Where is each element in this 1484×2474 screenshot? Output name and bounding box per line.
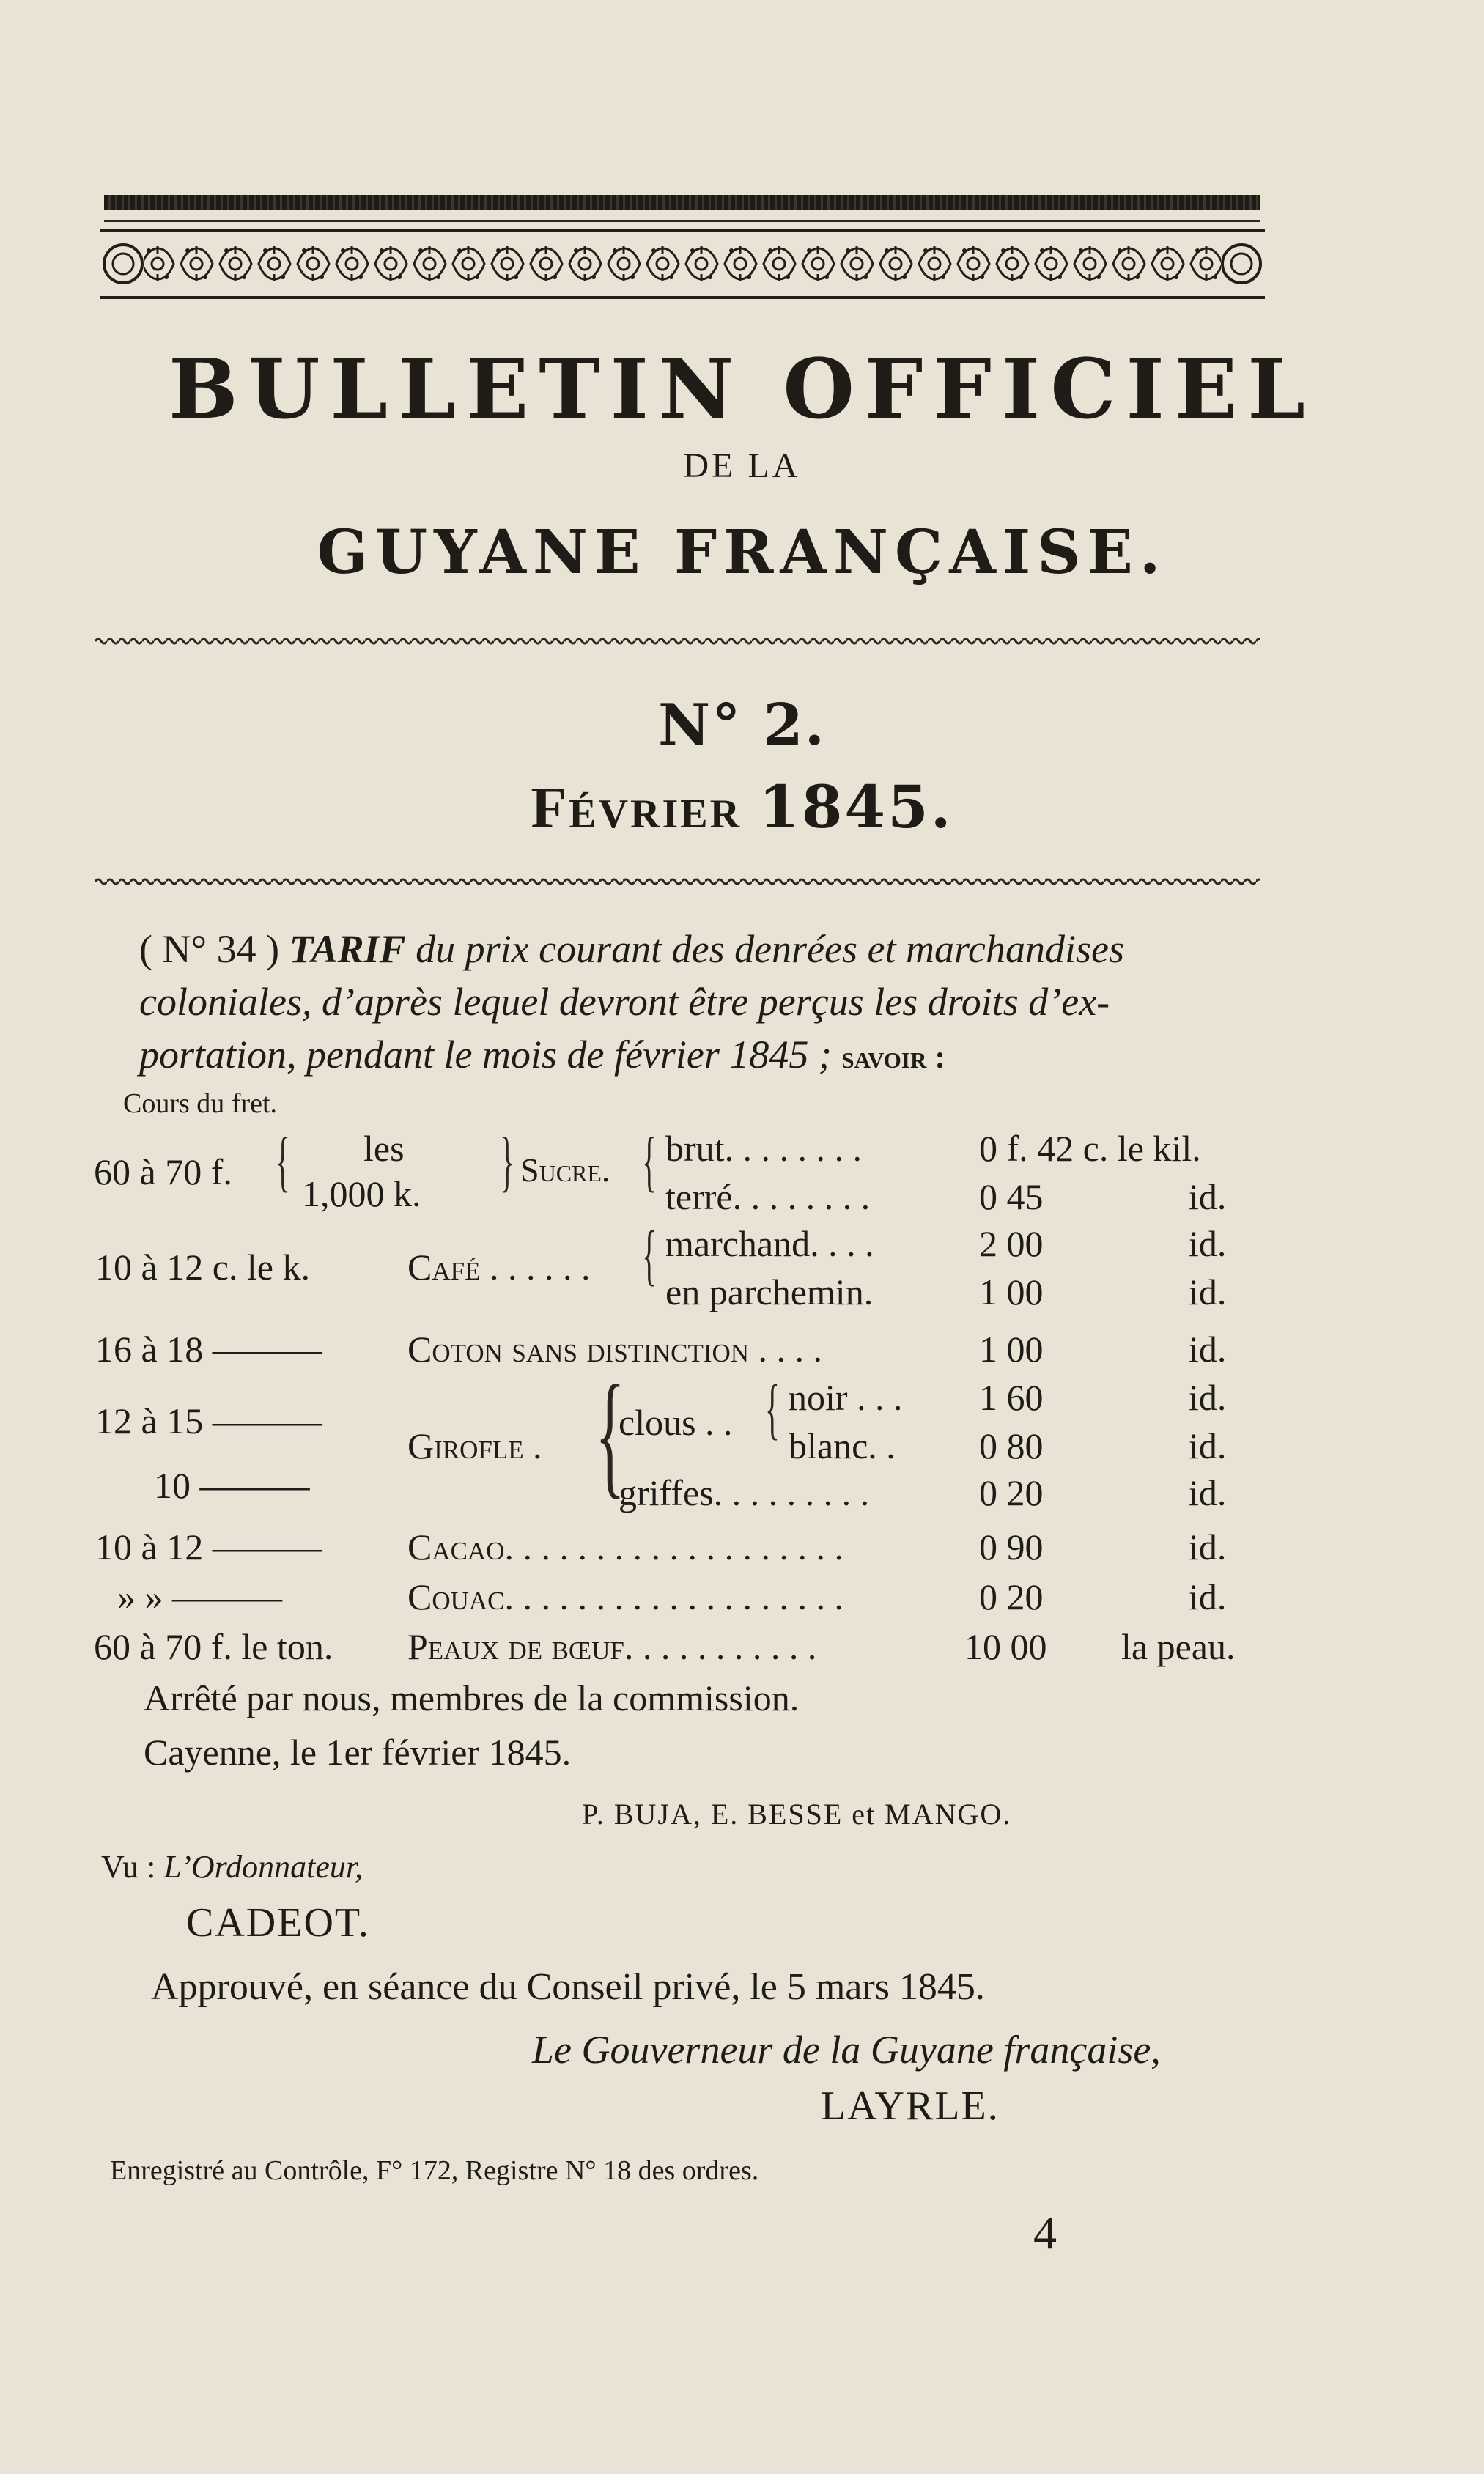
vu-text: Vu : — [101, 1849, 156, 1885]
couac-value: 0 20 — [979, 1576, 1044, 1617]
brace-icon: } — [500, 1123, 514, 1198]
cafe-parchemin: en parchemin. — [665, 1271, 874, 1312]
coton-label: Coton sans distinction . . . . — [407, 1329, 823, 1370]
girofle-fret-2: 10 ——— — [154, 1465, 310, 1506]
brace-icon: { — [276, 1123, 290, 1198]
girofle-griffes-unit: id. — [1189, 1472, 1227, 1513]
bulletin-year: 1845. — [758, 772, 953, 841]
bulletin-number: N° 2. — [658, 692, 826, 758]
girofle-label: Girofle . — [407, 1425, 542, 1466]
wavy-divider-bottom — [95, 876, 1260, 887]
couac-unit: id. — [1189, 1576, 1227, 1617]
girofle-blanc: blanc. . — [789, 1425, 896, 1466]
couac-fret: » » ——— — [117, 1576, 282, 1617]
girofle-noir: noir . . . — [789, 1377, 903, 1418]
peaux-unit: la peau. — [1121, 1626, 1236, 1667]
cafe-marchand-value: 2 00 — [979, 1223, 1044, 1264]
signatories: P. BUJA, E. BESSE et MANGO. — [582, 1798, 1012, 1831]
girofle-noir-unit: id. — [1189, 1377, 1227, 1418]
act-line3-text: portation, pendant le mois de février 1845 ; — [139, 1033, 832, 1077]
brace-icon: { — [595, 1357, 626, 1511]
girofle-griffes: griffes. . . . . . . . . — [619, 1472, 870, 1513]
cacao-unit: id. — [1189, 1526, 1227, 1568]
sucre-unit: 1,000 k. — [302, 1173, 421, 1214]
layrle-signature: LAYRLE. — [821, 2083, 1000, 2129]
sucre-label: Sucre. — [520, 1151, 610, 1189]
act-number: ( N° 34 ) — [139, 927, 280, 971]
arrete-line: Arrêté par nous, membres de la commission. — [144, 1677, 800, 1718]
page-number: 4 — [1033, 2207, 1057, 2259]
enregistre-line: Enregistré au Contrôle, F° 172, Registre N° 18 des ordres. — [110, 2155, 759, 2186]
approuve-line: Approuvé, en séance du Conseil privé, le 5 mars 1845. — [151, 1966, 985, 2008]
coton-unit: id. — [1189, 1329, 1227, 1370]
peaux-label: Peaux de bœuf. . . . . . . . . . . — [407, 1626, 817, 1667]
cacao-label: Cacao. . . . . . . . . . . . . . . . . . . — [407, 1526, 844, 1568]
cafe-label: Café . . . . . . — [407, 1247, 591, 1288]
cafe-marchand: marchand. . . . — [665, 1223, 874, 1264]
girofle-blanc-value: 0 80 — [979, 1425, 1044, 1466]
bulletin-month: Février — [531, 776, 742, 841]
act-savoir: savoir : — [841, 1039, 945, 1075]
act-line-3 — [139, 1032, 945, 1077]
bulletin-title: BULLETIN OFFICIEL — [169, 341, 1315, 437]
vu-label — [101, 1848, 363, 1886]
sucre-brut-value: 0 f. 42 c. le kil. — [979, 1128, 1201, 1169]
act-line-1 — [139, 926, 1124, 972]
peaux-value: 10 00 — [964, 1626, 1047, 1667]
cadeot-signature: CADEOT. — [186, 1900, 370, 1946]
girofle-fret-1: 12 à 15 ——— — [95, 1400, 322, 1441]
sucre-les: les — [363, 1128, 405, 1169]
coton-fret: 16 à 18 ——— — [95, 1329, 322, 1370]
brace-icon: { — [642, 1123, 657, 1198]
cayenne-date: Cayenne, le 1er février 1845. — [144, 1732, 572, 1773]
ornamental-border — [100, 229, 1265, 299]
act-line1-rest: du prix courant des denrées et marchandises — [416, 927, 1124, 971]
brace-icon: { — [765, 1371, 780, 1446]
girofle-blanc-unit: id. — [1189, 1425, 1227, 1466]
gouverneur-title: Le Gouverneur de la Guyane française, — [532, 2028, 1161, 2072]
header-thin-rule — [104, 220, 1260, 222]
sucre-terre-unit: id. — [1189, 1176, 1227, 1217]
peaux-fret: 60 à 70 f. le ton. — [94, 1626, 333, 1667]
cacao-value: 0 90 — [979, 1526, 1044, 1568]
header-thick-rule — [104, 195, 1260, 210]
bulletin-date — [0, 772, 1484, 842]
cafe-fret: 10 à 12 c. le k. — [95, 1247, 310, 1288]
region-title: GUYANE FRANÇAISE. — [317, 517, 1167, 588]
couac-label: Couac. . . . . . . . . . . . . . . . . . . — [407, 1576, 844, 1617]
cacao-fret: 10 à 12 ——— — [95, 1526, 322, 1568]
sucre-fret: 60 à 70 f. — [94, 1151, 232, 1192]
girofle-griffes-value: 0 20 — [979, 1472, 1044, 1513]
act-line-2: coloniales, d’après lequel devront être perçus les droits d’ex- — [139, 980, 1110, 1024]
ordonnateur-title: L’Ordonnateur, — [163, 1849, 363, 1885]
girofle-noir-value: 1 60 — [979, 1377, 1044, 1418]
sucre-terre: terré. . . . . . . . — [665, 1176, 871, 1217]
coton-value: 1 00 — [979, 1329, 1044, 1370]
cafe-parchemin-value: 1 00 — [979, 1271, 1044, 1312]
cafe-marchand-unit: id. — [1189, 1223, 1227, 1264]
cours-du-fret-label: Cours du fret. — [123, 1088, 278, 1119]
wavy-divider-top — [95, 636, 1260, 646]
act-tarif: TARIF — [289, 927, 406, 971]
cafe-parchemin-unit: id. — [1189, 1271, 1227, 1312]
girofle-clous: clous . . — [619, 1402, 733, 1443]
de-la-label: DE LA — [683, 446, 801, 485]
sucre-brut: brut. . . . . . . . — [665, 1128, 863, 1169]
brace-icon: { — [642, 1217, 657, 1292]
sucre-terre-value: 0 45 — [979, 1176, 1044, 1217]
